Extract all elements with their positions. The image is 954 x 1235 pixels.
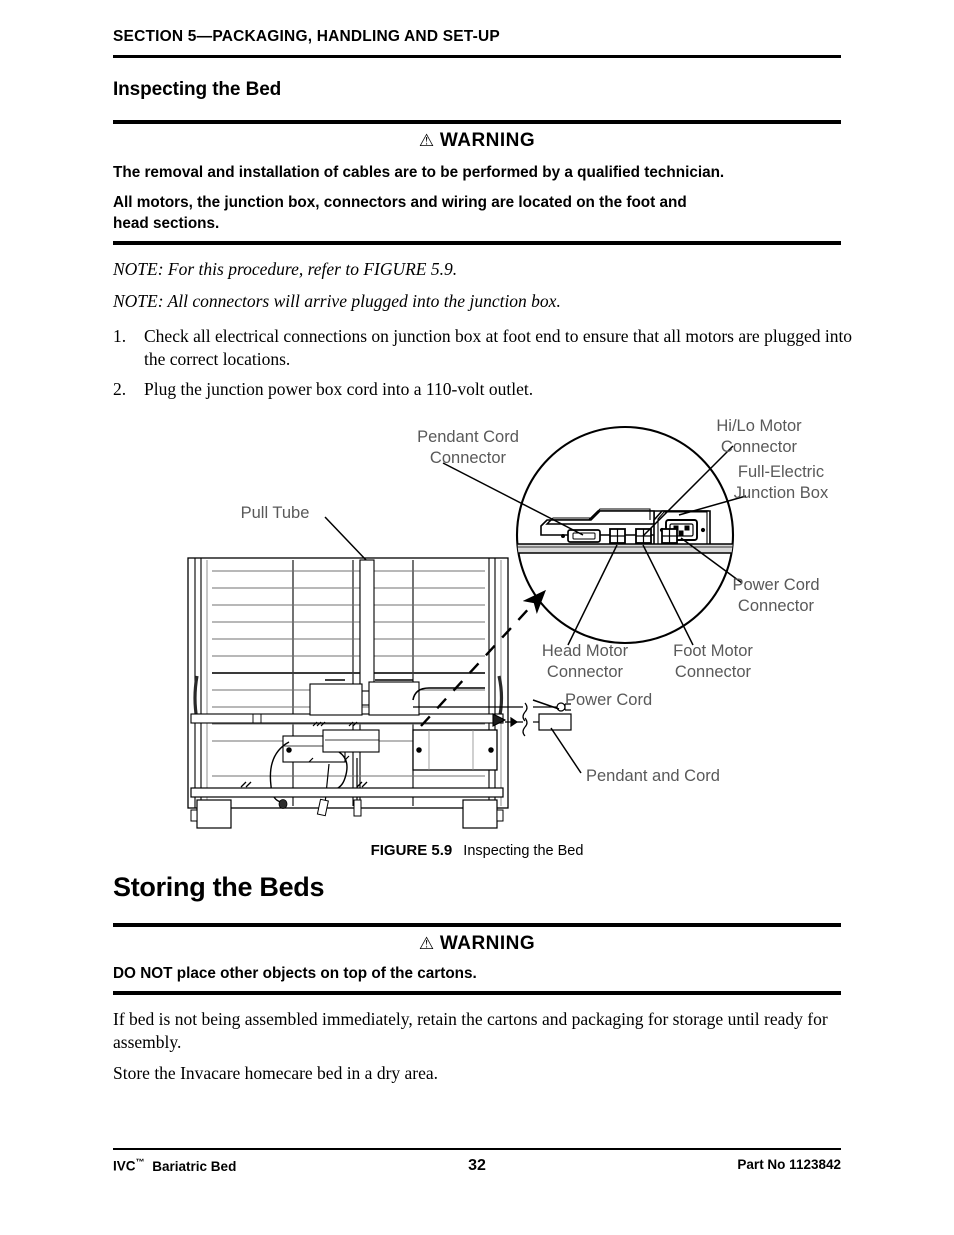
figure-caption-label: FIGURE 5.9 — [370, 842, 453, 859]
footer-product: IVC — [113, 1158, 136, 1174]
warning-bottom-rule — [113, 241, 841, 245]
page-title: Inspecting the Bed — [113, 79, 282, 100]
leader-power-cord — [533, 700, 559, 709]
step-text-1: Check all electrical connections on junction box at foot end to ensure that all motors are plugged into the correct locations. — [144, 326, 853, 369]
step-item-2 — [113, 378, 853, 401]
callout-head-motor-connector-line-2: Connector — [546, 663, 624, 681]
warning-2-body-rest: place other objects on top of the cartons. — [172, 965, 477, 982]
warning-2-triangle-icon: ⚠ — [418, 934, 435, 953]
warning-2-body-emphasis: DO NOT — [113, 965, 173, 982]
warning-2-body — [113, 963, 845, 984]
callout-hi-lo-motor-connector-line-1: Hi/Lo Motor — [716, 417, 802, 435]
paragraph-1: If bed is not being assembled immediately, retain the cartons and packaging for storage until ready for assembly. — [113, 1009, 828, 1052]
warning-title-text: WARNING — [439, 130, 536, 151]
header-rule — [113, 55, 841, 58]
warning-2-title-text: WARNING — [439, 933, 536, 954]
warning-title — [113, 130, 841, 152]
step-number-2: 2. — [113, 379, 127, 399]
note-2: NOTE: All connectors will arrive plugged into the junction box. — [113, 291, 561, 311]
warning-triangle-icon: ⚠ — [418, 131, 435, 150]
running-header: SECTION 5—PACKAGING, HANDLING AND SET-UP — [113, 28, 500, 45]
footer-page-number: 32 — [468, 1157, 486, 1174]
storing-the-beds-heading: Storing the Beds — [113, 872, 325, 902]
callout-foot-motor-connector-line-2: Connector — [674, 663, 752, 681]
callout-pendant-cord-connector-line-2: Connector — [429, 449, 507, 467]
callout-hi-lo-motor-connector-line-2: Connector — [720, 438, 798, 456]
paragraph-2: Store the Invacare homecare bed in a dry area. — [113, 1063, 439, 1083]
warning-line-2: All motors, the junction box, connectors and wiring are located on the foot and — [113, 194, 687, 211]
figure-5-9 — [113, 408, 853, 838]
callout-power-cord-connector-line-2: Connector — [737, 597, 815, 615]
step-item-1 — [113, 325, 853, 371]
footer-part-number: Part No 1123842 — [737, 1157, 841, 1172]
step-number-1: 1. — [113, 326, 127, 346]
warning-2-title — [113, 933, 841, 955]
callout-foot-motor-connector-line-1: Foot Motor — [673, 642, 753, 660]
leader-pendant-and-cord — [551, 728, 581, 773]
callout-pendant-and-cord-line-1: Pendant and Cord — [586, 767, 720, 785]
footer-model: Bariatric Bed — [152, 1158, 237, 1174]
junction-box-detail-lens — [517, 427, 735, 643]
warning-body — [113, 162, 845, 234]
note-1: NOTE: For this procedure, refer to FIGURE 5.9. — [113, 259, 458, 279]
warning-2-bottom-rule — [113, 991, 841, 995]
figure-caption — [113, 842, 841, 859]
warning-2-top-rule — [113, 923, 841, 927]
footer-trademark-icon: ™ — [135, 1157, 145, 1167]
step-text-2: Plug the junction power box cord into a 110-volt outlet. — [144, 379, 534, 399]
leader-pull-tube — [325, 517, 366, 560]
callout-full-electric-junction-box-line-2: Junction Box — [733, 484, 829, 502]
callout-power-cord-connector-line-1: Power Cord — [732, 576, 820, 594]
warning-line-3: head sections. — [113, 215, 220, 232]
warning-line-1: The removal and installation of cables are to be performed by a qualified technician. — [113, 164, 725, 181]
callout-full-electric-junction-box-line-1: Full-Electric — [737, 463, 825, 481]
footer-rule — [113, 1148, 841, 1150]
warning-top-rule — [113, 120, 841, 124]
callout-pull-tube-line-1: Pull Tube — [240, 504, 310, 522]
callout-power-cord-line-1: Power Cord — [565, 691, 653, 709]
figure-caption-text: Inspecting the Bed — [463, 843, 584, 859]
bed-illustration — [188, 558, 571, 828]
callout-head-motor-connector-line-1: Head Motor — [541, 642, 629, 660]
callout-pendant-cord-connector-line-1: Pendant Cord — [417, 428, 519, 446]
